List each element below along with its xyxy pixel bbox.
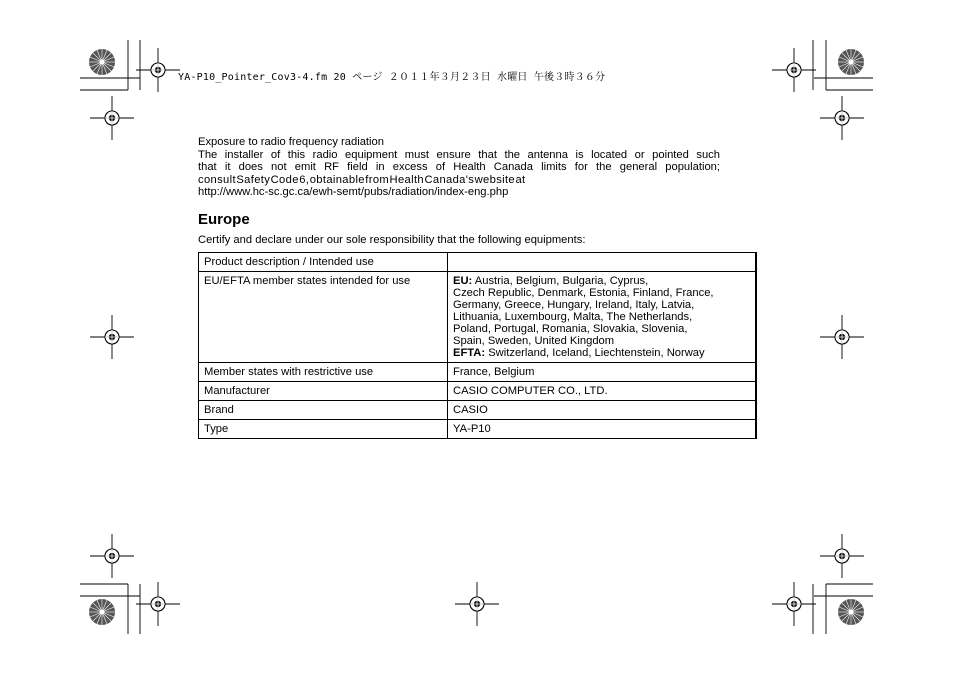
europe-heading: Europe [198, 211, 250, 228]
print-file-info: YA-P10_Pointer_Cov3-4.fm 20 ページ ２０１１年３月２３日 水曜日 午後３時３６分 [178, 72, 606, 83]
row-label: EU/EFTA member states intended for use [199, 272, 448, 363]
row-label: Member states with restrictive use [199, 363, 448, 382]
row-value: CASIO [448, 401, 757, 420]
intro-line-3: consult Safety Code 6, obtainable from Health Canada's website at [198, 173, 526, 186]
table-row [199, 382, 757, 401]
health-canada-url: http://www.hc-sc.gc.ca/ewh-semt/pubs/radiation/index-eng.php [198, 186, 509, 199]
intro-line-2: that it does not emit RF field in excess of Health Canada limits for the general population; [198, 161, 720, 174]
intro-line-1: The installer of this radio equipment must ensure that the antenna is located or pointed such [198, 148, 720, 161]
eu-countries-line: Spain, Sweden, United Kingdom [453, 335, 615, 347]
row-value [448, 253, 757, 272]
equipment-declaration-table [198, 252, 757, 439]
row-label: Product description / Intended use [199, 253, 448, 272]
table-row [199, 363, 757, 382]
efta-label: EFTA: [453, 347, 486, 359]
row-label: Brand [199, 401, 448, 420]
eu-countries-line: Lithuania, Luxembourg, Malta, The Netherlands, [453, 311, 693, 323]
radio-exposure-heading: Exposure to radio frequency radiation [198, 136, 384, 148]
table-row [199, 420, 757, 439]
efta-countries: Switzerland, Iceland, Liechtenstein, Norway [488, 347, 705, 359]
eu-label: EU: [453, 275, 473, 287]
eu-countries-line: Germany, Greece, Hungary, Ireland, Italy, Latvia, [453, 299, 695, 311]
table-row [199, 253, 757, 272]
table-row [199, 401, 757, 420]
eu-countries-line: Poland, Portugal, Romania, Slovakia, Slovenia, [453, 323, 688, 335]
row-value: France, Belgium [448, 363, 757, 382]
table-row [199, 272, 757, 363]
row-label: Manufacturer [199, 382, 448, 401]
row-label: Type [199, 420, 448, 439]
radio-exposure-section [198, 136, 720, 199]
row-value: YA-P10 [448, 420, 757, 439]
row-value: CASIO COMPUTER CO., LTD. [448, 382, 757, 401]
eu-countries-line: Czech Republic, Denmark, Estonia, Finland, France, [453, 287, 714, 299]
row-value [448, 272, 757, 363]
certify-statement: Certify and declare under our sole responsibility that the following equipments: [198, 234, 586, 246]
eu-countries-line: Austria, Belgium, Bulgaria, Cyprus, [474, 275, 649, 287]
